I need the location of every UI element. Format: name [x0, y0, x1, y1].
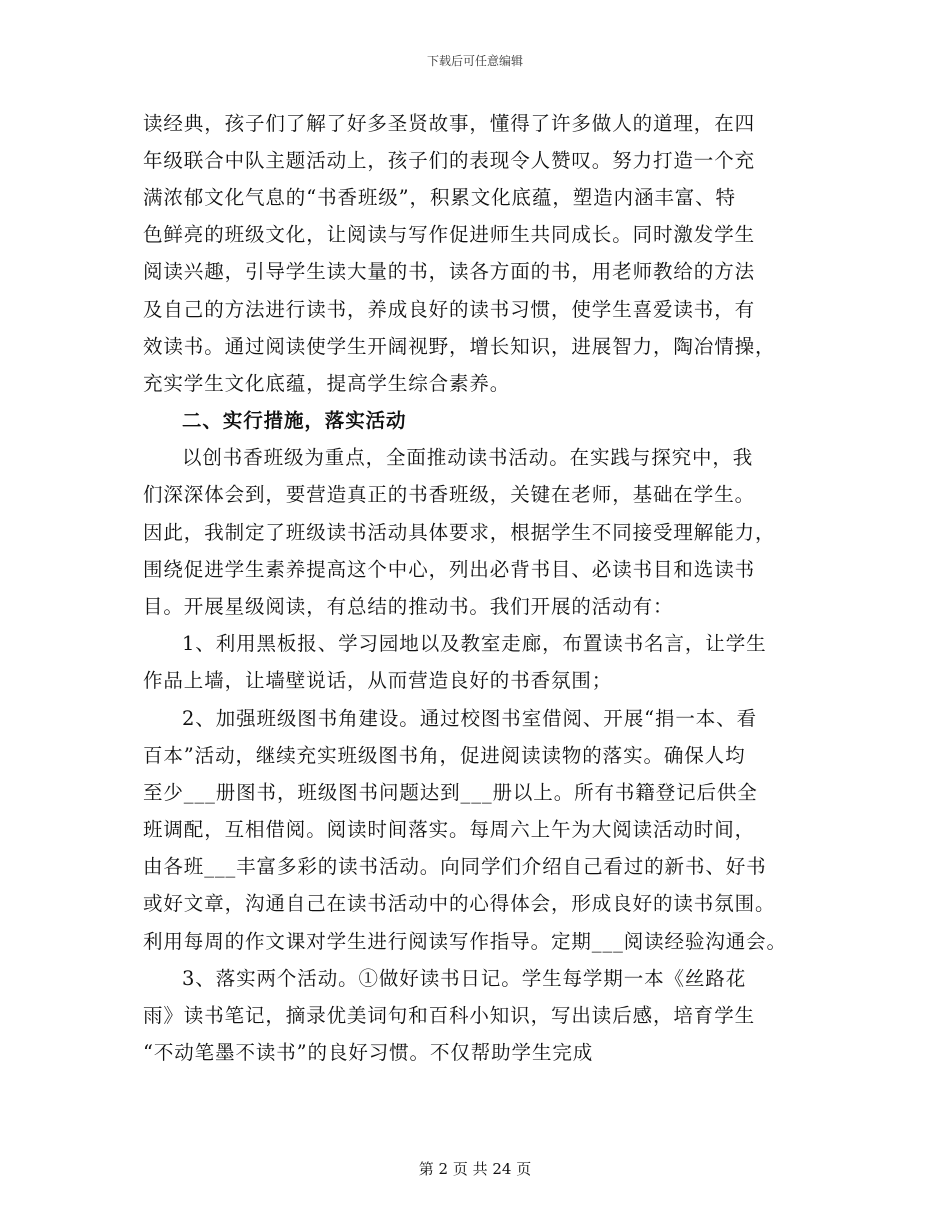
body-line: 作品上墙，让墙壁说话，从而营造良好的书香氛围；	[143, 669, 613, 692]
body-line: 至少___册图书，班级图书问题达到___册以上。所有书籍登记后供全	[143, 781, 758, 804]
body-line: 或好文章，沟通自己在读书活动中的心得体会，形成良好的读书氛围。	[143, 892, 776, 915]
body-line: 利用每周的作文课对学生进行阅读写作指导。定期___阅读经验沟通会。	[143, 930, 787, 953]
body-line: 3、落实两个活动。①做好读书日记。学生每学期一本《丝路花	[182, 967, 747, 990]
body-line: 由各班___丰富多彩的读书活动。向同学们介绍自己看过的新书、好书	[143, 855, 767, 878]
body-line: 满浓郁文化气息的“书香班级”，积累文化底蕴，塑造内涵丰富、特	[143, 186, 736, 209]
body-line: 1、利用黑板报、学习园地以及教室走廊，布置读书名言，让学生	[182, 632, 767, 655]
body-line: 效读书。通过阅读使学生开阔视野，增长知识，进展智力，陶冶情操，	[143, 335, 776, 358]
body-line: 阅读兴趣，引导学生读大量的书，读各方面的书，用老师教给的方法	[143, 260, 756, 283]
body-line: 年级联合中队主题活动上，孩子们的表现令人赞叹。努力打造一个充	[143, 149, 756, 172]
body-line: 围绕促进学生素养提高这个中心，列出必背书目、必读书目和选读书	[143, 558, 756, 581]
body-line: 读经典，孩子们了解了好多圣贤故事，懂得了许多做人的道理，在四	[143, 112, 756, 135]
body-line: 班调配，互相借阅。阅读时间落实。每周六上午为大阅读活动时间，	[143, 818, 756, 841]
body-line: 雨》读书笔记，摘录优美词句和百科小知识，写出读后感，培育学生	[143, 1004, 756, 1027]
body-line: 2、加强班级图书角建设。通过校图书室借阅、开展“捐一本、看	[182, 707, 757, 730]
body-line: 百本”活动，继续充实班级图书角，促进阅读读物的落实。确保人均	[143, 744, 746, 767]
body-line: 们深深体会到，要营造真正的书香班级，关键在老师，基础在学生。	[143, 483, 756, 506]
page-header-note: 下载后可任意编辑	[426, 54, 523, 68]
body-line: 充实学生文化底蕴，提高学生综合素养。	[143, 372, 511, 395]
section-heading: 二、实行措施，落实活动	[182, 409, 407, 432]
body-line: 目。开展星级阅读，有总结的推动书。我们开展的活动有：	[143, 595, 674, 618]
body-line: 因此，我制定了班级读书活动具体要求，根据学生不同接受理解能力，	[143, 521, 776, 544]
body-line: “不动笔墨不读书”的良好习惯。不仅帮助学生完成	[143, 1041, 594, 1064]
body-line: 以创书香班级为重点，全面推动读书活动。在实践与探究中，我	[182, 446, 754, 469]
body-line: 色鲜亮的班级文化，让阅读与写作促进师生共同成长。同时激发学生	[143, 223, 756, 246]
body-line: 及自己的方法进行读书，养成良好的读书习惯，使学生喜爱读书，有	[143, 298, 756, 321]
page-number: 第 2 页 共 24 页	[418, 1160, 532, 1178]
